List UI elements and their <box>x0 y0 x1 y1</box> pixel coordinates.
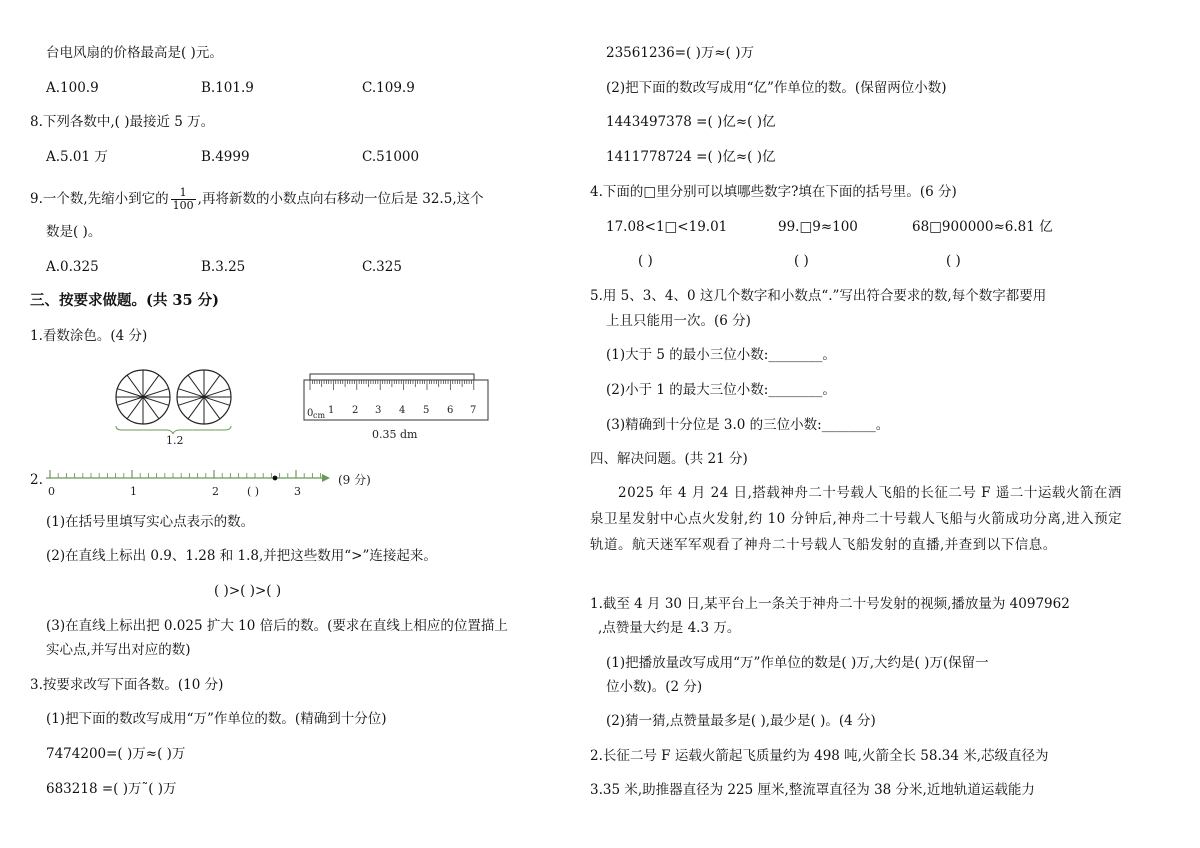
ruler-tick-7: 7 <box>470 405 477 416</box>
q7-option-c: C.109.9 <box>362 80 415 96</box>
q4-blank-1: ( ) <box>638 253 653 269</box>
s4q1-part-1-line2: 位小数)。(2 分) <box>606 679 703 695</box>
circle-left <box>116 370 170 424</box>
q4-item-1: 17.08<1□<19.01 <box>606 219 728 235</box>
question-9 <box>30 186 484 212</box>
number-line-label-1: 1 <box>130 485 137 498</box>
left-column <box>28 0 588 848</box>
ruler-label: 0.35 dm <box>372 428 418 441</box>
number-line <box>42 464 402 498</box>
question-8: 8.下列各数中,( )最接近 5 万。 <box>30 114 215 130</box>
q8-option-b: B.4999 <box>201 149 250 165</box>
s3q2-part-1: (1)在括号里填写实心点表示的数。 <box>46 514 255 530</box>
coloring-figure <box>108 362 498 452</box>
number-line-label-3: 3 <box>294 485 301 498</box>
s3q3-part-2: (2)把下面的数改写成用“亿”作单位的数。(保留两位小数) <box>606 80 947 96</box>
q8-option-c: C.51000 <box>362 149 420 165</box>
s3-question-5-line1: 5.用 5、3、4、0 这几个数字和小数点“.”写出符合要求的数,每个数字都要用 <box>590 288 1047 304</box>
s3-question-3: 3.按要求改写下面各数。(10 分) <box>30 677 224 693</box>
ruler-tick-2: 2 <box>352 405 359 416</box>
ruler-tick-1: 1 <box>328 405 335 416</box>
s4-question-2-line1: 2.长征二号 F 运载火箭起飞质量约为 498 吨,火箭全长 58.34 米,芯级直径为 <box>590 748 1049 764</box>
ruler-tick-6: 6 <box>447 405 454 416</box>
s3q2-part-2: (2)在直线上标出 0.9、1.28 和 1.8,并把这些数用“>”连接起来。 <box>46 548 437 564</box>
q5-part-1: (1)大于 5 的最小三位小数:________。 <box>606 347 836 363</box>
s3q2-part-3-line1: (3)在直线上标出把 0.025 扩大 10 倍后的数。(要求在直线上相应的位置描上 <box>46 618 508 634</box>
s3-question-1: 1.看数涂色。(4 分) <box>30 328 148 344</box>
q9-fraction <box>171 187 196 212</box>
number-line-label-0: 0 <box>48 485 55 498</box>
q9-text-after: ,再将新数的小数点向右移动一位后是 32.5,这个 <box>197 191 484 207</box>
number-line-blank: ( ) <box>247 485 260 498</box>
s4q1-part-2: (2)猜一猜,点赞量最多是( ),最少是( )。(4 分) <box>606 713 876 729</box>
s3q3-item-c: 23561236=( )万≈( )万 <box>606 45 754 61</box>
s4-question-1-line1: 1.截至 4 月 30 日,某平台上一条关于神舟二十号发射的视频,播放量为 4097962 <box>590 596 1070 612</box>
q9-line2: 数是( )。 <box>46 224 102 240</box>
q7-option-b: B.101.9 <box>201 80 254 96</box>
s3q3-item-e: 1411778724 =( )亿≈( )亿 <box>606 149 776 165</box>
ruler-tick-5: 5 <box>423 405 430 416</box>
number-line-label-2: 2 <box>212 485 219 498</box>
ruler-zero: 0 <box>307 408 314 419</box>
s3q2-part-2-blanks: ( )>( )>( ) <box>214 583 282 599</box>
number-line-score: (9 分) <box>338 473 371 487</box>
s3-question-5-line2: 上且只能用一次。(6 分) <box>606 313 751 329</box>
s3q3-item-d: 1443497378 =( )亿≈( )亿 <box>606 114 776 130</box>
s3-question-4: 4.下面的□里分别可以填哪些数字?填在下面的括号里。(6 分) <box>590 184 957 200</box>
q7-tail: 台电风扇的价格最高是( )元。 <box>46 45 223 61</box>
q8-option-a: A.5.01 万 <box>46 149 108 165</box>
s3q2-part-3-line2: 实心点,并写出对应的数) <box>46 642 191 658</box>
ruler-tick-4: 4 <box>399 405 406 416</box>
q9-option-b: B.3.25 <box>201 259 246 275</box>
s4-question-2-line2: 3.35 米,助推器直径为 225 厘米,整流罩直径为 38 分米,近地轨道运载能力 <box>590 782 1035 798</box>
q9-text-before: 9.一个数,先缩小到它的 <box>30 191 169 207</box>
s4-question-1-line2: ,点赞量大约是 4.3 万。 <box>598 620 741 636</box>
s3q3-item-b: 683218 =( )万˜( )万 <box>46 781 177 797</box>
q4-item-3: 68□900000≈6.81 亿 <box>912 219 1053 235</box>
q4-blank-2: ( ) <box>794 253 809 269</box>
ruler <box>304 374 488 420</box>
q9-option-a: A.0.325 <box>46 259 99 275</box>
circle-right <box>177 370 231 424</box>
s4q1-part-1-line1: (1)把播放量改写成用“万”作单位的数是( )万,大约是( )万(保留一 <box>606 655 989 671</box>
q4-blank-3: ( ) <box>946 253 961 269</box>
q9-fraction-denominator: 100 <box>172 199 194 212</box>
q7-option-a: A.100.9 <box>46 80 99 96</box>
q4-item-2: 99.□9≈100 <box>778 219 858 235</box>
number-line-solid-point <box>273 476 278 481</box>
section-3-heading: 三、按要求做题。(共 35 分) <box>30 292 219 309</box>
q5-part-2: (2)小于 1 的最大三位小数:________。 <box>606 382 836 398</box>
s3q3-part-1: (1)把下面的数改写成用“万”作单位的数。(精确到十分位) <box>46 711 387 727</box>
q9-fraction-numerator: 1 <box>171 187 196 200</box>
section-4-heading: 四、解决问题。(共 21 分) <box>590 451 748 467</box>
circles-label: 1.2 <box>166 434 184 447</box>
s3-question-2-number: 2. <box>30 472 43 488</box>
q5-part-3: (3)精确到十分位是 3.0 的三位小数:________。 <box>606 417 890 433</box>
background-paragraph: 2025 年 4 月 24 日,搭载神舟二十号载人飞船的长征二号 F 遥二十运载火箭在酒泉卫星发射中心点火发射,约 10 分钟后,神舟二十号载人飞船与火箭成功分离,进入预定轨道。航天迷军军观看了神舟二十号载人飞船发射的直播,并查到以下信息。 <box>590 485 1123 553</box>
right-column <box>590 0 1150 848</box>
q9-option-c: C.325 <box>362 259 402 275</box>
ruler-unit: cm <box>313 411 326 420</box>
s3q3-item-a: 7474200=( )万≈( )万 <box>46 746 186 762</box>
ruler-tick-3: 3 <box>375 405 382 416</box>
